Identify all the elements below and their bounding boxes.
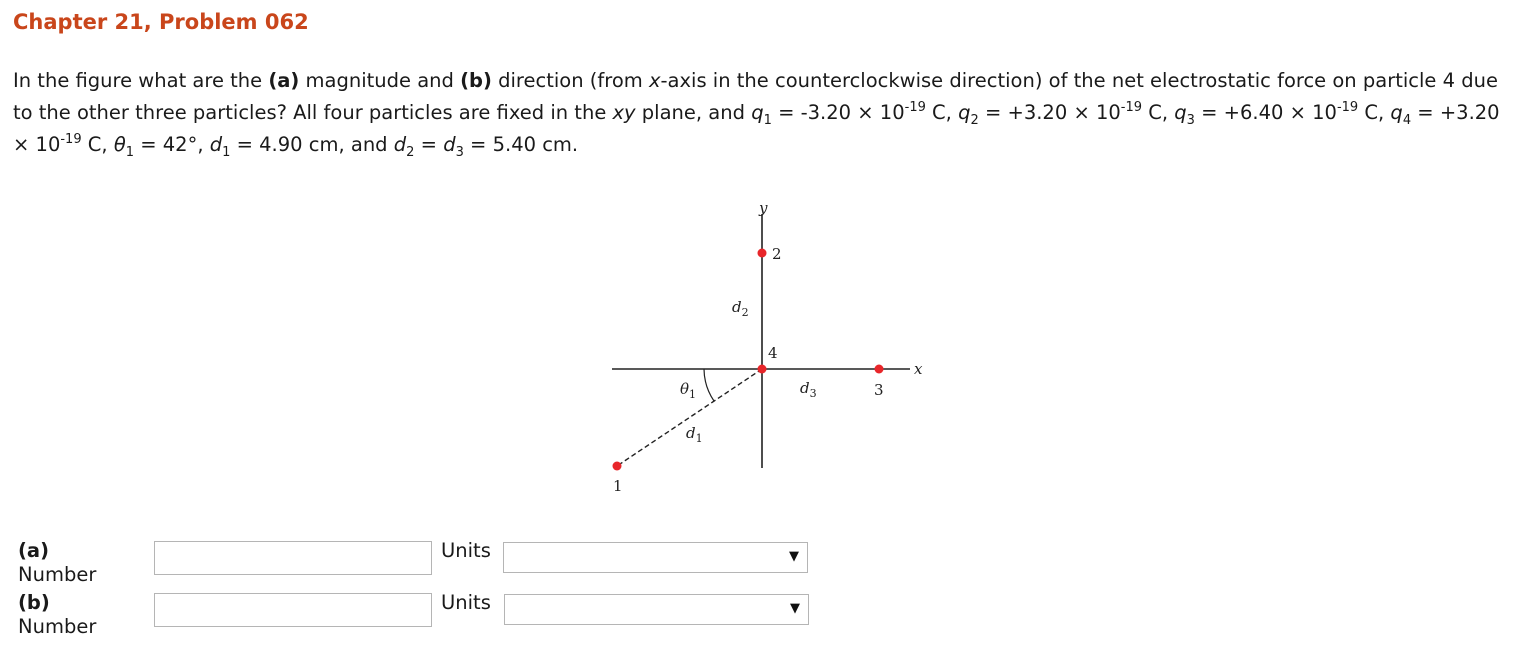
particle-1 — [613, 462, 622, 471]
chevron-down-icon: ▼ — [790, 601, 800, 616]
x-axis-label: x — [914, 360, 923, 378]
d3-label: $d_3$ — [800, 379, 817, 400]
d2-label: $d_2$ — [732, 298, 749, 319]
answer-b-units-label: Units — [441, 591, 491, 614]
particle-2-label: 2 — [772, 245, 782, 263]
particle-4-label: 4 — [768, 344, 778, 362]
problem-statement: In the figure what are the (a) magnitude and (b) direction (from x-axis in the counterclockwise direction) of the net electrostatic force on particle 4 due to the other three particles? All four particles are fixed in the xy plane, and $q_1 = -3.20 \times 10^{-19}$ C, $q_2 = +3.20 \times 10^{-19}$ C, $q_3 = +6.40 \times 10^{-19}$ C, $q_4 = +3.20 \times 10^{-19}$ C, $\theta_1 = 42^\circ$, $d_1 = 4.90$ cm, and $d_2 = d_3 = 5.40$ cm. — [13, 69, 1500, 160]
d1-label: $d_1$ — [686, 424, 703, 445]
page-title: Chapter 21, Problem 062 — [13, 10, 309, 34]
answer-a-label: (a) Number — [18, 539, 97, 586]
theta-label: $\theta_1$ — [680, 380, 697, 401]
particle-3 — [875, 365, 884, 374]
answer-b-units-select[interactable] — [504, 594, 809, 625]
answer-a-number-input[interactable] — [154, 541, 432, 575]
answer-b-label: (b) Number — [18, 591, 97, 638]
answer-b-number-input[interactable] — [154, 593, 432, 627]
theta-arc — [704, 369, 714, 401]
particle-1-label: 1 — [613, 477, 623, 495]
particle-2 — [758, 249, 767, 258]
part-b-tag: (b) — [460, 69, 492, 92]
part-a-tag: (a) — [268, 69, 300, 92]
particle-diagram — [600, 190, 940, 500]
particle-figure — [600, 190, 940, 500]
particle-3-label: 3 — [874, 381, 884, 399]
y-axis-label: y — [759, 199, 768, 217]
d1-dashed-line — [617, 369, 762, 466]
answer-a-units-select[interactable] — [503, 542, 808, 573]
particle-4 — [758, 365, 767, 374]
chevron-down-icon: ▼ — [789, 549, 799, 564]
answer-a-units-label: Units — [441, 539, 491, 562]
